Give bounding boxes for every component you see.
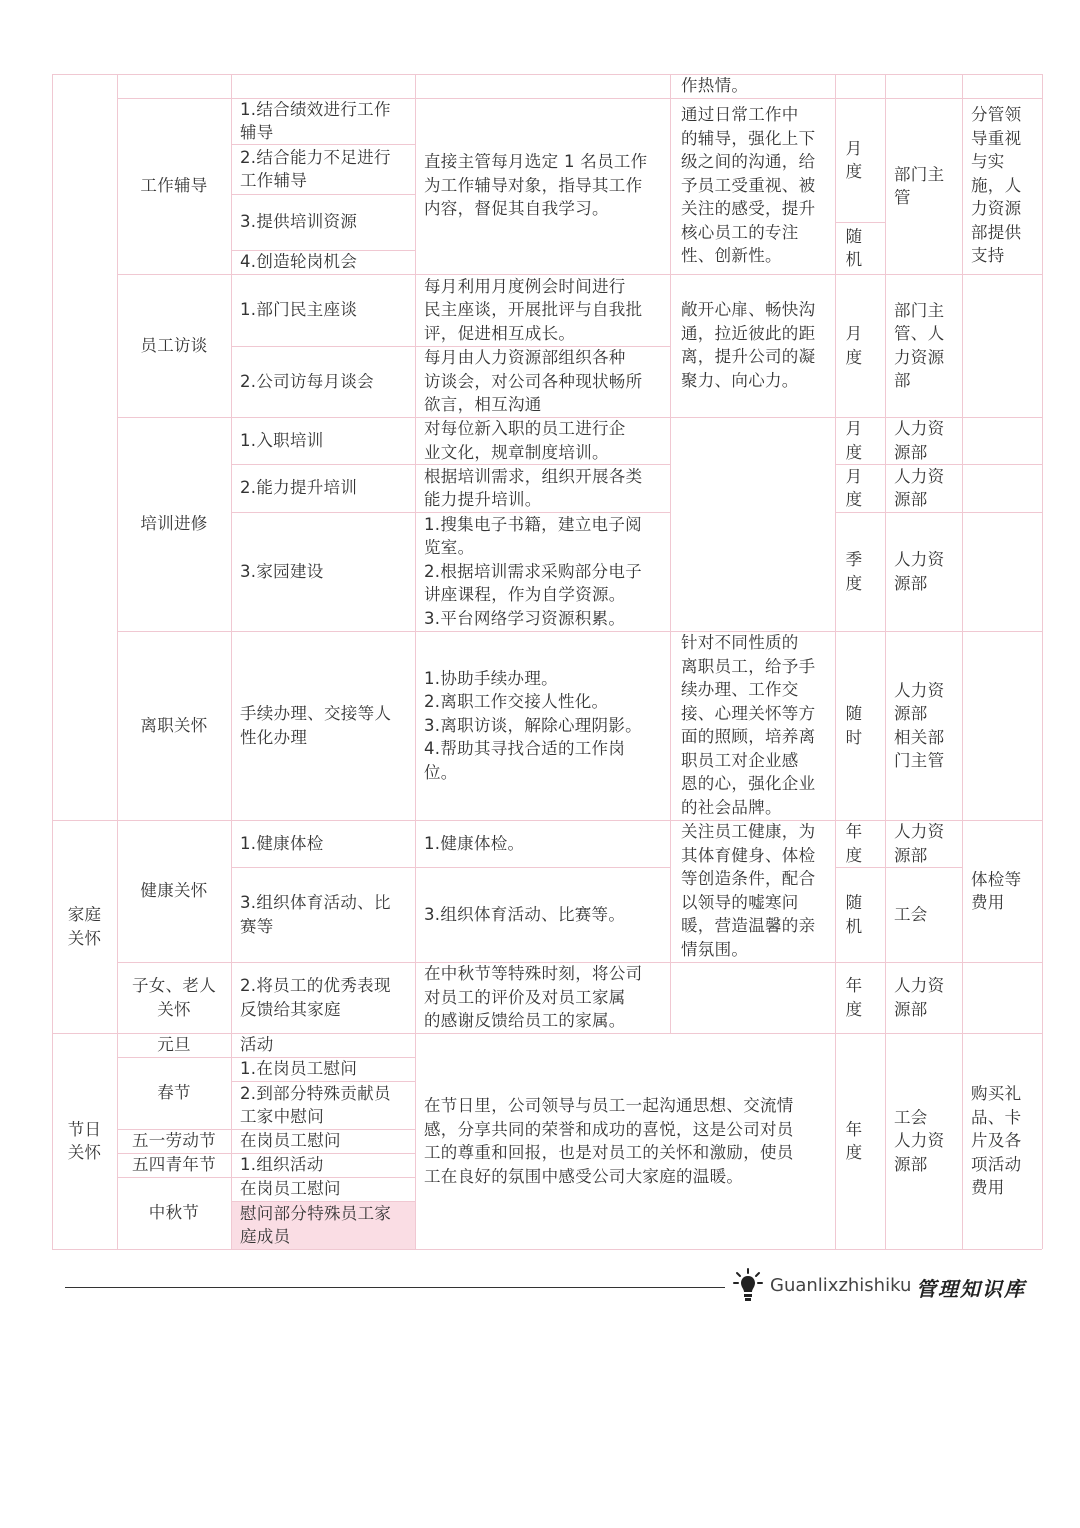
frequency-cell: 年 度	[845, 1119, 863, 1162]
method-cell: 3.组织体育活动、比赛等。	[424, 904, 626, 924]
frequency-cell: 季 度	[845, 550, 863, 593]
item-cell-resignation: 离职关怀	[140, 715, 208, 735]
method-cell: 在中秋节等特殊时刻，将公司 对员工的评价及对员工家属 的感谢反馈给员工的家属。	[424, 964, 643, 1031]
content-cell: 2.公司访每月谈会	[240, 371, 374, 391]
content-cell-highlighted: 慰问部分特殊员工家 庭成员	[240, 1203, 392, 1246]
content-cell: 在岗员工慰问	[240, 1131, 341, 1151]
grid-line	[52, 1249, 1042, 1250]
frequency-cell: 随 时	[845, 704, 863, 747]
grid-line	[670, 74, 671, 1033]
frequency-cell: 月 度	[845, 324, 863, 367]
frequency-cell: 随 机	[845, 893, 863, 936]
effect-cell: 关注员工健康，为 其体育健身、体检 等创造条件，配合 以领导的嘘寒问 暖，营造温馨的亲 情氛围。	[681, 822, 816, 959]
item-cell-festival: 元旦	[157, 1035, 191, 1055]
content-cell: 2.能力提升培训	[240, 478, 358, 498]
category-cell-festival: 节日 关怀	[67, 1119, 102, 1162]
owner-cell: 人力资 源部	[894, 550, 945, 593]
method-cell: 每月利用月度例会时间进行 民主座谈，开展批评与自我批 评，促进相互成长。	[424, 276, 643, 343]
frequency-cell: 年 度	[845, 822, 863, 865]
owner-cell: 部门主 管	[894, 164, 945, 207]
owner-cell: 人力资 源部	[894, 419, 945, 462]
item-cell-health: 健康关怀	[140, 881, 208, 901]
item-cell-festival: 五四青年节	[132, 1155, 216, 1175]
category-cell-family: 家庭 关怀	[67, 905, 102, 948]
lightbulb-icon	[733, 1268, 763, 1304]
support-cell: 分管领 导重视 与实 施，人 力资源 部提供 支持	[971, 105, 1022, 265]
item-cell-work-coaching: 工作辅导	[140, 176, 208, 196]
item-cell-employee-interview: 员工访谈	[140, 335, 208, 355]
content-cell: 1.健康体检	[240, 833, 324, 853]
content-cell: 活动	[240, 1035, 274, 1055]
owner-cell: 部门主 管、人 力资源 部	[894, 300, 945, 390]
content-cell: 在岗员工慰问	[240, 1179, 341, 1199]
item-cell-festival: 春节	[157, 1083, 191, 1103]
content-cell: 3.家园建设	[240, 561, 324, 581]
frequency-cell: 随 机	[845, 226, 863, 269]
frequency-cell: 月 度	[845, 138, 863, 181]
owner-cell: 人力资 源部	[894, 976, 945, 1019]
content-cell: 1.结合绩效进行工作 辅导	[240, 99, 391, 142]
content-cell: 2.将员工的优秀表现 反馈给其家庭	[240, 976, 391, 1019]
owner-cell: 工会 人力资 源部	[894, 1107, 945, 1174]
content-cell: 2.结合能力不足进行 工作辅导	[240, 147, 391, 190]
content-cell: 1.组织活动	[240, 1155, 324, 1175]
item-cell-festival: 中秋节	[148, 1203, 200, 1223]
content-cell: 1.部门民主座谈	[240, 300, 358, 320]
support-cell: 购买礼 品、卡 片及各 项活动 费用	[971, 1084, 1022, 1198]
content-cell: 1.入职培训	[240, 430, 324, 450]
content-cell: 3.提供培训资源	[240, 212, 358, 232]
owner-cell: 工会	[894, 904, 928, 924]
method-cell: 每月由人力资源部组织各种 访谈会，对公司各种现状畅所 欲言，相互沟通	[424, 348, 643, 415]
item-cell-training: 培训进修	[140, 514, 208, 534]
owner-cell: 人力资 源部 相关部 门主管	[894, 680, 945, 770]
content-cell: 4.创造轮岗机会	[240, 252, 358, 272]
method-cell: 1.健康体检。	[424, 833, 525, 853]
method-cell: 1.搜集电子书籍，建立电子阅 览室。 2.根据培训需求采购部分电子 讲座课程，作为自学资源。 3.平台网络学习资源积累。	[424, 514, 642, 628]
owner-cell: 人力资 源部	[894, 466, 945, 509]
footer-rule	[65, 1287, 725, 1288]
content-cell: 1.在岗员工慰问	[240, 1059, 358, 1079]
method-cell: 在节日里，公司领导与员工一起沟通思想、交流情 感，分享共同的荣誉和成功的喜悦，这是公司对员 工的尊重和回报，也是对员工的关怀和激励，使员 工在良好的氛围中感受公司大家庭的温暖。	[424, 1096, 794, 1186]
frequency-cell: 月 度	[845, 466, 863, 509]
brand-chinese: 管理知识库	[916, 1277, 1026, 1301]
method-cell: 1.协助手续办理。 2.离职工作交接人性化。 3.离职访谈，解除心理阴影。 4.帮助其寻找合适的工作岗 位。	[424, 668, 642, 782]
method-cell: 根据培训需求，组织开展各类 能力提升培训。	[424, 466, 643, 509]
content-cell: 手续办理、交接等人 性化办理	[240, 704, 392, 747]
method-cell: 对每位新入职的员工进行企 业文化，规章制度培训。	[424, 419, 626, 462]
method-cell: 直接主管每月选定 1 名员工作 为工作辅导对象，指导其工作 内容，督促其自我学习。	[424, 152, 648, 218]
frequency-cell: 月 度	[845, 419, 863, 462]
effect-cell-continued: 作热情。	[681, 76, 749, 95]
item-cell-festival: 五一劳动节	[132, 1131, 216, 1151]
grid-line	[52, 74, 1042, 75]
content-cell: 2.到部分特殊贡献员 工家中慰问	[240, 1083, 391, 1126]
owner-cell: 人力资 源部	[894, 822, 945, 865]
effect-cell: 敞开心扉、畅快沟 通，拉近彼此的距 离，提升公司的凝 聚力、向心力。	[681, 300, 816, 390]
grid-line	[1042, 74, 1043, 1249]
effect-cell: 通过日常工作中 的辅导，强化上下 级之间的沟通，给 予员工受重视、被 关注的感受，提升 核心员工的专注 性、创新性。	[681, 105, 816, 265]
content-cell: 3.组织体育活动、比 赛等	[240, 893, 391, 936]
item-cell-kids-elderly: 子女、老人 关怀	[132, 976, 216, 1019]
brand-latin: Guanlixzhishiku	[770, 1275, 912, 1296]
effect-cell: 针对不同性质的 离职员工，给予手 续办理、工作交 接、心理关怀等方 面的照顾，培养离 职员工对企业感 恩的心，强化企业 的社会品牌。	[681, 633, 816, 817]
frequency-cell: 年 度	[845, 976, 863, 1019]
support-cell: 体检等 费用	[971, 869, 1022, 912]
